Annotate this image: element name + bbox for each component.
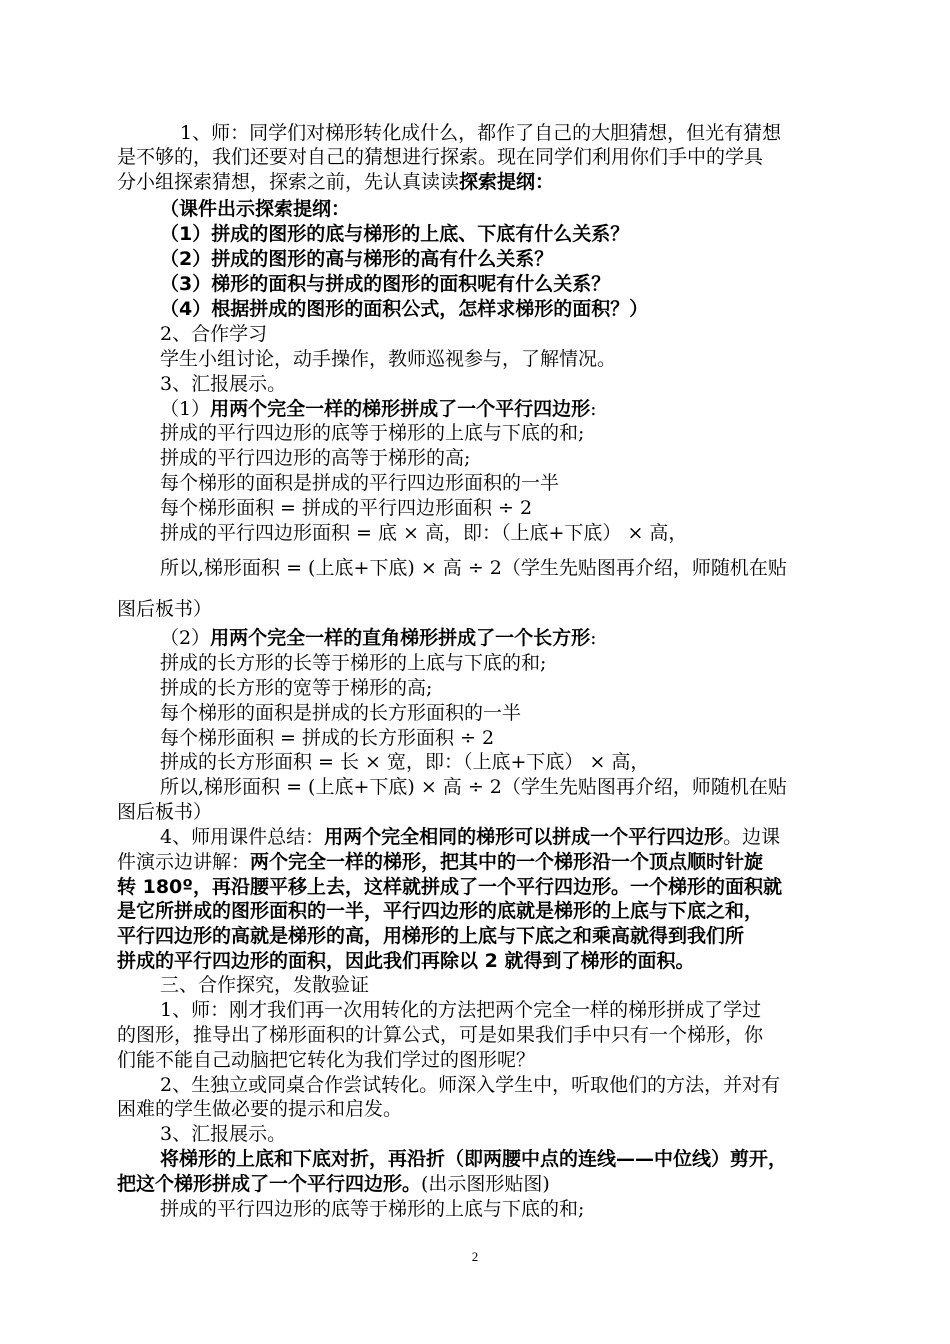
text-run: 拼成的长方形的长等于梯形的上底与下底的和; xyxy=(160,652,547,674)
bold-text: 将梯形的上底和下底对折，再沿折（即两腰中点的连线——中位线）剪开， xyxy=(160,1148,788,1170)
text-run: 件演示边讲解： xyxy=(117,851,251,873)
text-run: 图后板书） xyxy=(117,801,213,823)
page-number: 2 xyxy=(471,1249,479,1264)
bold-text: （课件出示探索提纲： xyxy=(160,198,351,220)
text-run: 所以,梯形面积 = (上底+下底) × 高 ÷ 2（学生先贴图再介绍，师随机在贴 xyxy=(160,776,787,798)
text-line xyxy=(117,597,212,621)
bold-text: （4）根据拼成的图形的面积公式，怎样求梯形的面积？） xyxy=(160,298,649,320)
text-run: 学生小组讨论，动手操作，教师巡视参与，了解情况。 xyxy=(160,348,617,370)
text-run: 1、师：刚才我们再一次用转化的方法把两个完全一样的梯形拼成了学过 xyxy=(160,999,762,1021)
text-run: 每个梯形面积 = 拼成的平行四边形面积 ÷ 2 xyxy=(160,497,533,519)
text-line xyxy=(117,1097,402,1121)
text-line xyxy=(117,899,763,923)
text-line xyxy=(160,1073,780,1097)
text-run: 2、生独立或同桌合作尝试转化。师深入学生中，听取他们的方法，并对有 xyxy=(160,1074,781,1096)
text-run: 每个梯形的面积是拼成的长方形面积的一半 xyxy=(160,702,522,724)
text-line xyxy=(160,247,553,271)
text-line xyxy=(160,222,629,246)
text-line xyxy=(160,1147,787,1171)
text-line xyxy=(117,1172,550,1196)
text-line xyxy=(117,1048,535,1072)
text-run: 拼成的长方形面积 = 长 × 宽，即：（上底+下底） × 高， xyxy=(160,751,650,773)
text-line xyxy=(160,1197,584,1221)
bold-text: 平行四边形的高就是梯形的高，用梯形的上底与下底之和乘高就得到我们所 xyxy=(117,925,745,947)
text-line xyxy=(180,121,781,145)
text-run: 3、汇报展示。 xyxy=(160,373,287,395)
text-line xyxy=(117,800,212,824)
text-line xyxy=(160,726,494,750)
text-line xyxy=(160,775,787,799)
text-line xyxy=(117,850,763,874)
bold-text: 把这个梯形拼成了一个平行四边形。 xyxy=(117,1173,422,1195)
text-run: 2、合作学习 xyxy=(160,323,268,345)
text-run: 拼成的平行四边形面积 = 底 × 高，即：（上底+下底） × 高， xyxy=(160,522,688,544)
bold-text: （3）梯形的面积与拼成的图形的面积呢有什么关系？ xyxy=(160,273,611,295)
text-line xyxy=(160,825,780,849)
text-run: 三、合作探究，发散验证 xyxy=(160,974,370,996)
text-run: 拼成的长方形的宽等于梯形的高; xyxy=(160,677,433,699)
text-line xyxy=(117,875,782,899)
text-run: （2） xyxy=(160,627,211,649)
bold-text: （2）拼成的图形的高与梯形的高有什么关系？ xyxy=(160,248,554,270)
text-line xyxy=(117,170,554,194)
text-line xyxy=(160,1122,286,1146)
text-run: 所以,梯形面积 = (上底+下底) × 高 ÷ 2（学生先贴图再介绍，师随机在贴 xyxy=(160,557,787,579)
text-run: 3、汇报展示。 xyxy=(160,1123,287,1145)
bold-text: 用两个完全一样的梯形拼成了一个平行四边形 xyxy=(210,398,591,420)
text-line xyxy=(160,421,584,445)
text-run: 拼成的平行四边形的底等于梯形的上底与下底的和; xyxy=(160,1198,585,1220)
text-run: 图后板书） xyxy=(117,598,213,620)
text-line xyxy=(117,1023,763,1047)
text-line xyxy=(160,626,597,650)
text-line xyxy=(160,446,470,470)
text-line xyxy=(160,701,521,725)
text-line xyxy=(160,676,432,700)
text-run: 的图形，推导出了梯形面积的计算公式，可是如果我们手中只有一个梯形，你 xyxy=(117,1024,764,1046)
text-run: 。边课 xyxy=(723,826,781,848)
text-line xyxy=(160,521,687,545)
text-line xyxy=(117,145,763,169)
text-run: 拼成的平行四边形的底等于梯形的上底与下底的和; xyxy=(160,422,585,444)
text-line xyxy=(160,471,559,495)
text-run: 分小组探索猜想，探索之前，先认真读读 xyxy=(117,171,460,193)
text-run: 困难的学生做必要的提示和启发。 xyxy=(117,1098,403,1120)
bold-text: 探索提纲： xyxy=(459,171,555,193)
bold-text: 两个完全一样的梯形，把其中的一个梯形沿一个顶点顺时针旋 xyxy=(250,851,764,873)
text-run: 是不够的，我们还要对自己的猜想进行探索。现在同学们利用你们手中的学具 xyxy=(117,146,764,168)
bold-text: 用两个完全相同的梯形可以拼成一个平行四边形 xyxy=(324,826,724,848)
text-line xyxy=(160,998,761,1022)
text-line xyxy=(160,272,610,296)
text-run: 4、师用课件总结： xyxy=(160,826,325,848)
text-run: (出示图形贴图) xyxy=(421,1173,550,1195)
text-run: 每个梯形面积 = 拼成的长方形面积 ÷ 2 xyxy=(160,727,495,749)
text-run: : xyxy=(590,398,597,420)
bold-text: （1）拼成的图形的底与梯形的上底、下底有什么关系？ xyxy=(160,223,630,245)
bold-text: 拼成的平行四边形的面积，因此我们再除以 2 就得到了梯形的面积。 xyxy=(117,950,695,972)
text-line xyxy=(160,750,649,774)
text-line xyxy=(160,347,616,371)
text-line xyxy=(117,924,744,948)
text-run: 拼成的平行四边形的高等于梯形的高; xyxy=(160,447,471,469)
bold-text: 用两个完全一样的直角梯形拼成了一个长方形 xyxy=(210,627,591,649)
text-line xyxy=(160,651,546,675)
text-line xyxy=(160,197,350,221)
text-line xyxy=(160,297,648,321)
bold-text: 转 180º，再沿腰平移上去，这样就拼成了一个平行四边形。一个梯形的面积就 xyxy=(117,876,782,898)
text-run: 1、师：同学们对梯形转化成什么，都作了自己的大胆猜想，但光有猜想 xyxy=(180,122,782,144)
text-line xyxy=(160,496,532,520)
text-line xyxy=(160,372,286,396)
text-run: 们能不能自己动脑把它转化为我们学过的图形呢？ xyxy=(117,1049,536,1071)
text-line xyxy=(117,949,694,973)
text-run: : xyxy=(590,627,597,649)
text-line xyxy=(160,322,267,346)
text-run: （1） xyxy=(160,398,211,420)
text-line xyxy=(160,556,787,580)
bold-text: 是它所拼成的图形面积的一半，平行四边形的底就是梯形的上底与下底之和， xyxy=(117,900,764,922)
text-line xyxy=(160,397,597,421)
text-run: 每个梯形的面积是拼成的平行四边形面积的一半 xyxy=(160,472,560,494)
text-line xyxy=(160,973,369,997)
